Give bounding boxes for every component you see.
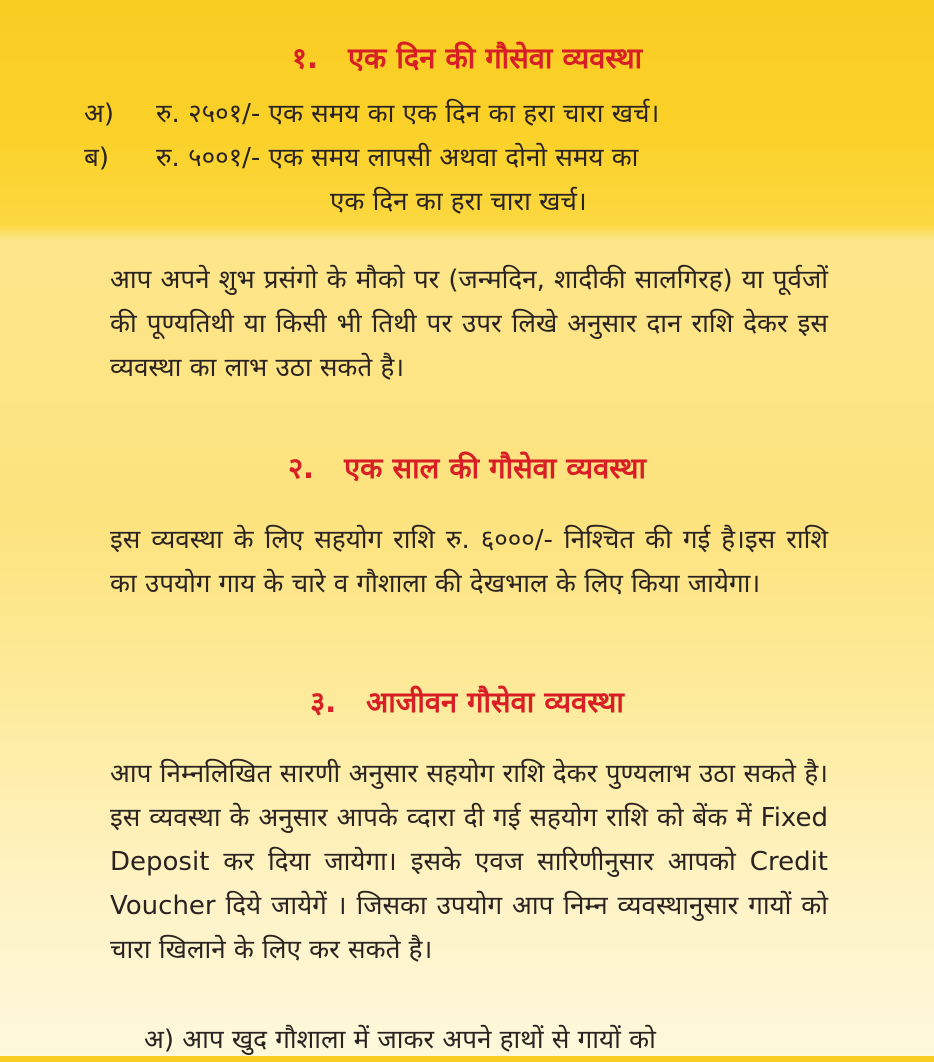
option-a — [84, 92, 659, 136]
option-b-continued — [330, 180, 587, 224]
option-b-text-cont: एक दिन का हरा चारा खर्च। — [330, 187, 587, 217]
section-3-title: आजीवन गौसेवा व्यवस्था — [366, 685, 624, 719]
section-3-point-a-text: अ) आप खुद गौशाला में जाकर अपने हाथों से गायों को — [144, 1025, 656, 1055]
section-2-title: एक साल की गौसेवा व्यवस्था — [344, 451, 647, 485]
section-1-title: एक दिन की गौसेवा व्यवस्था — [347, 41, 643, 75]
section-3-number: ३. — [310, 685, 337, 719]
section-1-heading — [0, 38, 934, 77]
section-1-number: १. — [291, 41, 318, 75]
option-b-label: ब) — [84, 143, 109, 173]
section-3-description-text: आप निम्नलिखित सारणी अनुसार सहयोग राशि देकर पुण्यलाभ उठा सकते है। इस व्यवस्था के अनुसार आपके व्दारा दी गई सहयोग राशि को बेंक में Fixed Deposit कर दिया जायेगा। इसके एवज सारिणीनुसार आपको Credit Voucher दिये जायेगें । जिसका उपयोग आप निम्न व्यवस्थानुसार गायों को चारा खिलाने के लिए कर सकते है। — [110, 759, 828, 965]
section-2-heading — [0, 448, 934, 487]
section-3-point-a — [114, 1018, 656, 1062]
option-a-text: रु. २५०१/- एक समय का एक दिन का हरा चारा खर्च। — [156, 99, 660, 129]
option-b-text: रु. ५००१/- एक समय लापसी अथवा दोनो समय का — [156, 143, 639, 173]
section-3-description — [110, 752, 828, 972]
section-1-description-text: आप अपने शुभ प्रसंगो के मौको पर (जन्मदिन, शादीकी सालगिरह) या पूर्वजों की पूण्यतिथी या किसी भी तिथी पर उपर लिखे अनुसार दान राशि देकर इस व्यवस्था का लाभ उठा सकते है। — [110, 265, 828, 383]
section-2-description-text: इस व्यवस्था के लिए सहयोग राशि रु. ६०००/- निश्चित की गई है।इस राशि का उपयोग गाय के चारे व गौशाला की देखभाल के लिए किया जायेगा। — [110, 525, 828, 599]
section-3-heading — [0, 682, 934, 721]
section-2-number: २. — [287, 451, 315, 485]
section-2-description — [110, 518, 828, 606]
option-a-label: अ) — [84, 99, 115, 129]
section-1-description — [110, 258, 828, 390]
option-b — [84, 136, 638, 180]
